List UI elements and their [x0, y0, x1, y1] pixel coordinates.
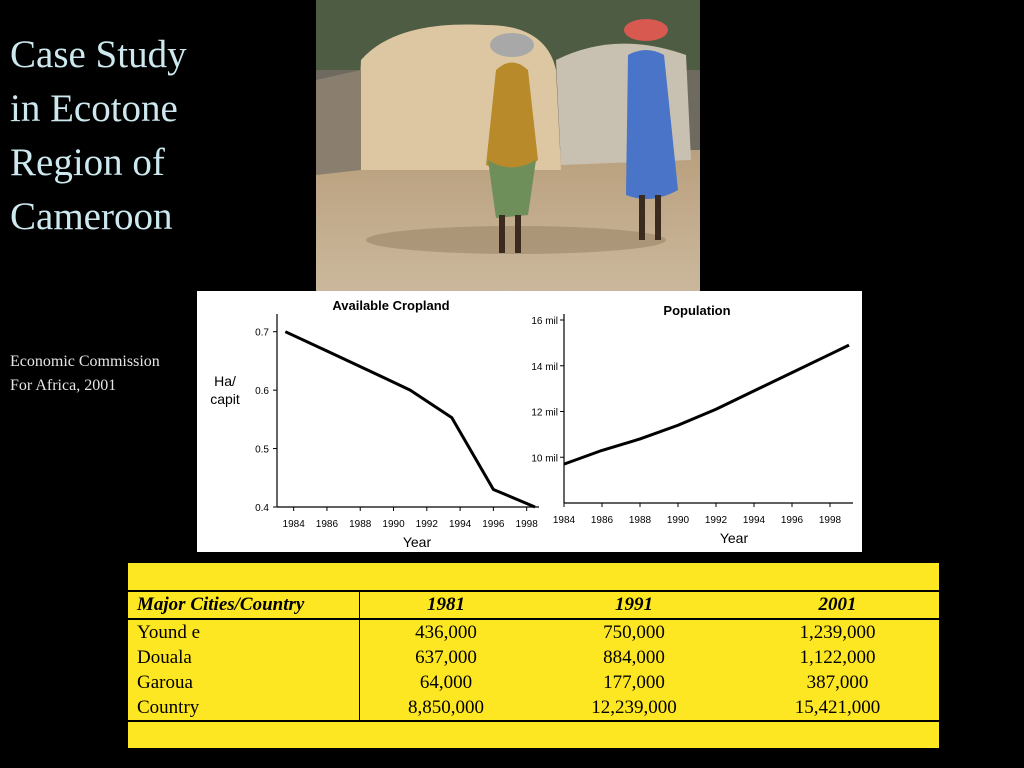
cropland-x-tick-label: 1996 [482, 519, 505, 530]
population-y-tick-label: 14 mil [531, 361, 558, 373]
population-y-tick-label: 12 mil [531, 407, 558, 419]
population-x-tick-label: 1996 [780, 515, 804, 526]
charts-panel [197, 291, 862, 552]
cropland-series-line [285, 332, 535, 507]
cropland-y-axis-label: Ha/ [214, 373, 236, 389]
city-cell: Country [128, 695, 360, 721]
population-table-panel [128, 563, 939, 748]
table-row [128, 645, 939, 670]
population-x-axis-label: Year [719, 530, 749, 546]
slide-title-line: Case Study [10, 33, 187, 76]
photo-women-carrying-water [316, 0, 700, 292]
population-x-tick-label: 1984 [552, 515, 576, 526]
population-x-tick-label: 1990 [666, 515, 690, 526]
header-1991: 1991 [532, 591, 736, 619]
table-row [128, 670, 939, 695]
table-row [128, 619, 939, 645]
cropland-y-tick-label: 0.7 [255, 327, 269, 339]
header-1981: 1981 [360, 591, 533, 619]
population-x-tick-label: 1986 [590, 515, 614, 526]
value-cell: 15,421,000 [736, 695, 939, 721]
value-cell: 177,000 [603, 672, 665, 693]
cropland-chart [210, 298, 539, 550]
population-series-line [564, 345, 849, 464]
cropland-x-tick-label: 1986 [315, 519, 339, 530]
header-2001: 2001 [736, 591, 939, 619]
cropland-x-tick-label: 1992 [415, 519, 438, 530]
cropland-series [285, 332, 535, 507]
population-x-tick-label: 1988 [628, 515, 652, 526]
population-chart-title: Population [663, 303, 731, 318]
cropland-x-tick-label: 1984 [282, 519, 305, 530]
cropland-y-tick-label: 0.6 [255, 386, 269, 398]
population-x-tick-label: 1998 [818, 515, 842, 526]
cropland-y-axis-label: capit [210, 391, 240, 407]
value-cell: 637,000 [415, 647, 477, 668]
cropland-x-tick-label: 1988 [349, 519, 372, 530]
cropland-x-tick-label: 1998 [515, 519, 538, 530]
source-line: For Africa, 2001 [10, 377, 117, 394]
population-x-tick-label: 1992 [704, 515, 728, 526]
cropland-x-axis-label: Year [402, 534, 432, 550]
value-cell: 750,000 [603, 622, 665, 643]
cropland-y-tick-label: 0.5 [255, 444, 269, 456]
cropland-axes [277, 314, 539, 507]
value-cell: 8,850,000 [360, 695, 533, 721]
value-cell: 64,000 [419, 672, 473, 693]
table-header-row [128, 591, 939, 619]
population-y-tick-label: 16 mil [531, 316, 558, 327]
cropland-ticks [255, 328, 538, 530]
charts-svg [197, 291, 862, 552]
population-chart [531, 303, 853, 546]
cropland-x-tick-label: 1994 [448, 519, 472, 530]
header-cities: Major Cities/Country [128, 591, 360, 619]
cropland-y-tick-label: 0.4 [255, 503, 269, 514]
source-citation [10, 350, 160, 398]
value-cell: 12,239,000 [532, 695, 736, 721]
population-axes [564, 314, 853, 503]
slide-title-line: Region of [10, 141, 165, 184]
city-cell: Douala [128, 645, 360, 670]
value-cell: 1,122,000 [799, 647, 876, 668]
population-series [564, 345, 849, 464]
value-cell: 884,000 [603, 647, 665, 668]
value-cell: 1,239,000 [799, 622, 876, 643]
slide-title-line: in Ecotone [10, 87, 178, 130]
table-row [128, 695, 939, 721]
population-x-tick-label: 1994 [742, 515, 766, 526]
population-table [128, 590, 939, 722]
slide-title-line: Cameroon [10, 195, 173, 238]
city-cell: Yound e [128, 619, 360, 645]
value-cell: 387,000 [806, 672, 869, 693]
cropland-chart-title: Available Cropland [332, 298, 450, 313]
cropland-x-tick-label: 1990 [382, 519, 405, 530]
slide-title [10, 28, 240, 244]
value-cell: 436,000 [415, 622, 477, 643]
source-line: Economic Commission [10, 353, 160, 370]
city-cell: Garoua [128, 670, 360, 695]
population-y-tick-label: 10 mil [531, 453, 558, 465]
photo-illustration [316, 0, 700, 292]
